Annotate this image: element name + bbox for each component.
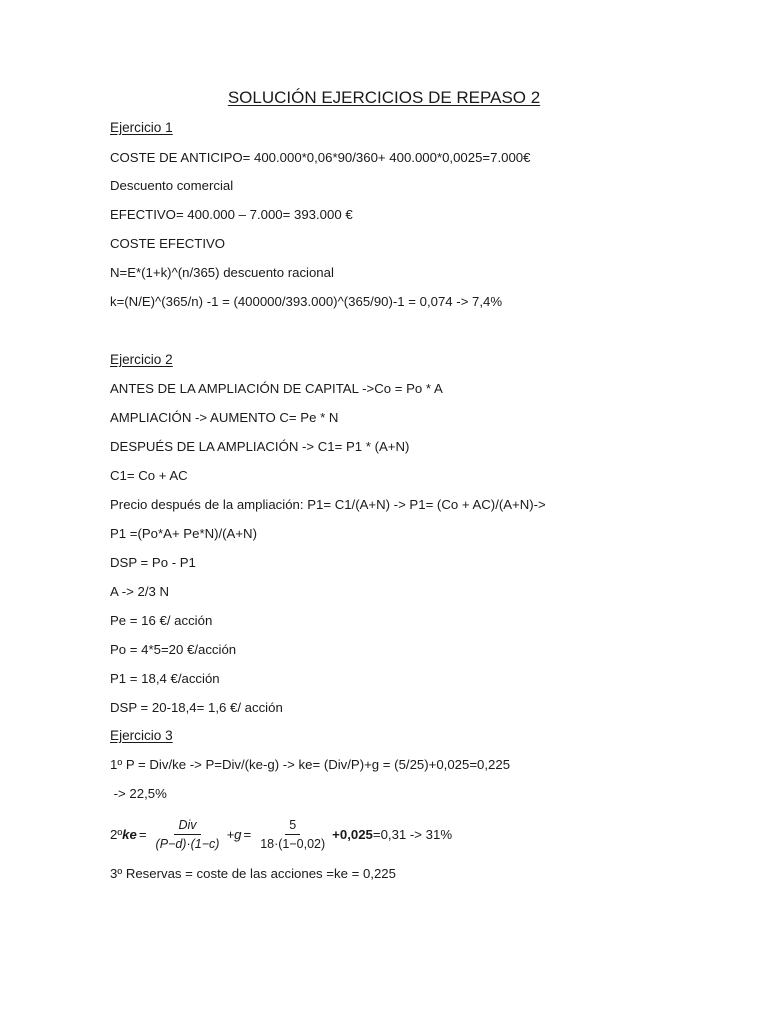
ejercicio-3-line-1b: -> 22,5% bbox=[110, 786, 167, 801]
formula-fraction-2 bbox=[256, 818, 329, 851]
ejercicio-2-line: Po = 4*5=20 €/acción bbox=[110, 642, 237, 657]
ejercicio-2-line: AMPLIACIÓN -> AUMENTO C= Pe * N bbox=[110, 410, 339, 425]
ejercicio-1-line: Descuento comercial bbox=[110, 178, 234, 193]
ejercicio-1-line: COSTE EFECTIVO bbox=[110, 236, 226, 251]
fraction-1-denominator: (P−d)·(1−c) bbox=[155, 836, 220, 851]
ejercicio-1-heading: Ejercicio 1 bbox=[110, 120, 173, 135]
ejercicio-3-line-1: 1º P = Div/ke -> P=Div/(ke-g) -> ke= (Div/P)+g = (5/25)+0,025=0,225 bbox=[110, 757, 511, 772]
ejercicio-1-line: N=E*(1+k)^(n/365) descuento racional bbox=[110, 265, 334, 280]
formula-result: =0,31 -> 31% bbox=[372, 826, 453, 842]
formula-equals: = bbox=[138, 826, 147, 842]
ejercicio-2-line: P1 = 18,4 €/acción bbox=[110, 671, 220, 686]
ejercicio-2-line: A -> 2/3 N bbox=[110, 584, 170, 599]
ejercicio-3-formula bbox=[110, 812, 452, 856]
fraction-1-numerator: Div bbox=[174, 818, 200, 835]
formula-fraction-1 bbox=[152, 818, 224, 851]
fraction-2-denominator: 18·(1−0,02) bbox=[260, 836, 326, 851]
formula-plus-g: +g bbox=[226, 826, 242, 842]
ejercicio-2-line: DSP = Po - P1 bbox=[110, 555, 196, 570]
ejercicio-2-heading: Ejercicio 2 bbox=[110, 352, 173, 367]
fraction-2-numerator: 5 bbox=[285, 818, 300, 835]
ejercicio-3-line-3: 3º Reservas = coste de las acciones =ke = 0,225 bbox=[110, 866, 396, 881]
ejercicio-2-line: Pe = 16 €/ acción bbox=[110, 613, 213, 628]
ejercicio-2-line: DESPUÉS DE LA AMPLIACIÓN -> C1= P1 * (A+N) bbox=[110, 439, 410, 454]
ejercicio-1-line: EFECTIVO= 400.000 – 7.000= 393.000 € bbox=[110, 207, 353, 222]
ejercicio-1-line: COSTE DE ANTICIPO= 400.000*0,06*90/360+ 400.000*0,0025=7.000€ bbox=[110, 150, 531, 165]
page-title: SOLUCIÓN EJERCICIOS DE REPASO 2 bbox=[227, 88, 541, 107]
formula-equals-2: = bbox=[243, 826, 252, 842]
ejercicio-2-line: C1= Co + AC bbox=[110, 468, 188, 483]
ejercicio-2-line: ANTES DE LA AMPLIACIÓN DE CAPITAL ->Co = Po * A bbox=[110, 381, 443, 396]
ejercicio-1-line: k=(N/E)^(365/n) -1 = (400000/393.000)^(365/90)-1 = 0,074 -> 7,4% bbox=[110, 294, 503, 309]
formula-prefix: 2º bbox=[110, 826, 123, 842]
formula-ke: ke bbox=[122, 826, 137, 842]
ejercicio-3-heading: Ejercicio 3 bbox=[110, 728, 173, 743]
ejercicio-2-line: P1 =(Po*A+ Pe*N)/(A+N) bbox=[110, 526, 257, 541]
ejercicio-2-line: DSP = 20-18,4= 1,6 €/ acción bbox=[110, 700, 283, 715]
ejercicio-2-line: Precio después de la ampliación: P1= C1/(A+N) -> P1= (Co + AC)/(A+N)-> bbox=[110, 497, 546, 512]
formula-plus-const: +0,025 bbox=[332, 826, 373, 842]
